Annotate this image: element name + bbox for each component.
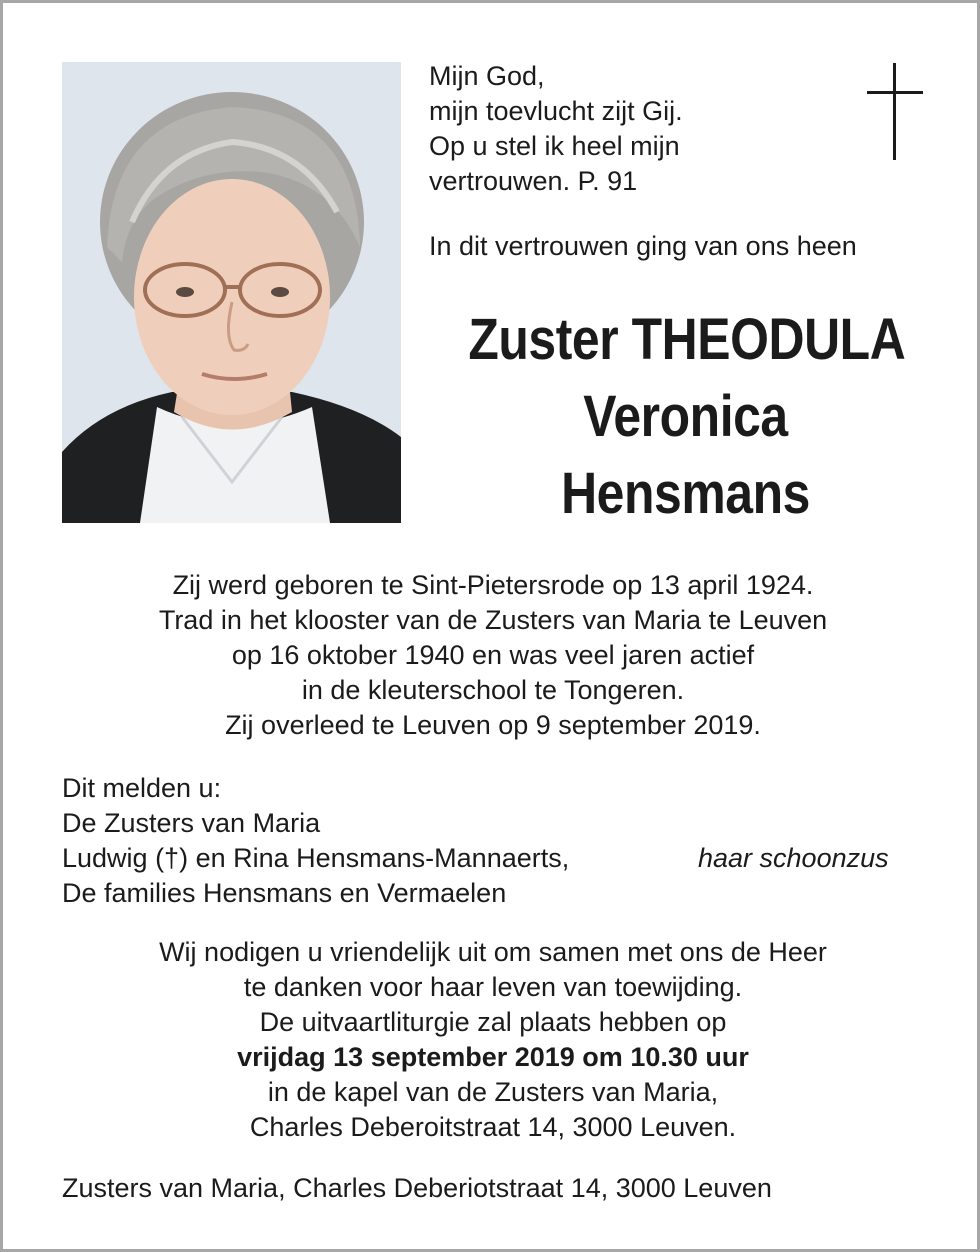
verse-line: Op u stel ik heel mijn [429,131,680,161]
announcer-line: De Zusters van Maria [62,808,321,838]
invite-line: te danken voor haar leven van toewijding. [243,972,743,1002]
deceased-name [433,301,938,532]
verse-line: mijn toevlucht zijt Gij. [429,96,683,126]
bio-line: in de kleuterschool te Tongeren. [301,675,685,705]
name-line-first: Veronica [583,384,788,449]
bio-line: Zij overleed te Leuven op 9 september 2019. [225,710,761,740]
contact-address: Zusters van Maria, Charles Deberiotstraat 14, 3000 Leuven [62,1173,772,1203]
intro-text: In dit vertrouwen ging van ons heen [429,231,857,261]
portrait-photo-image [62,62,401,523]
bio-line: Zij werd geboren te Sint-Pietersrode op 13 april 1924. [172,570,814,600]
announce-heading: Dit melden u: [62,773,222,803]
funeral-invitation [3,935,980,1145]
bible-verse [429,59,683,199]
bio-line: Trad in het klooster van de Zusters van Maria te Leuven [158,605,828,635]
verse-line: Mijn God, [429,61,545,91]
name-line-last: Hensmans [561,461,810,526]
latin-cross-icon [867,63,925,168]
invite-line: in de kapel van de Zusters van Maria, [267,1077,719,1107]
announcers [62,771,922,911]
funeral-date: vrijdag 13 september 2019 om 10.30 uur [237,1042,749,1072]
relation-label: haar schoonzus [698,843,889,873]
bio-line: op 16 oktober 1940 en was veel jaren actief [231,640,755,670]
invite-line: Charles Deberoitstraat 14, 3000 Leuven. [249,1112,737,1142]
invite-line: De uitvaartliturgie zal plaats hebben op [259,1007,727,1037]
portrait-photo [62,62,401,523]
name-line-title: Zuster THEODULA [468,307,906,372]
announcer-names: Ludwig (†) en Rina Hensmans-Mannaerts, [62,843,570,873]
verse-line: vertrouwen. P. 91 [429,166,638,196]
biography [3,568,980,743]
invite-line: Wij nodigen u vriendelijk uit om samen met ons de Heer [159,937,827,967]
announcer-line: De families Hensmans en Vermaelen [62,878,507,908]
announcer-line-with-relation [62,841,922,876]
